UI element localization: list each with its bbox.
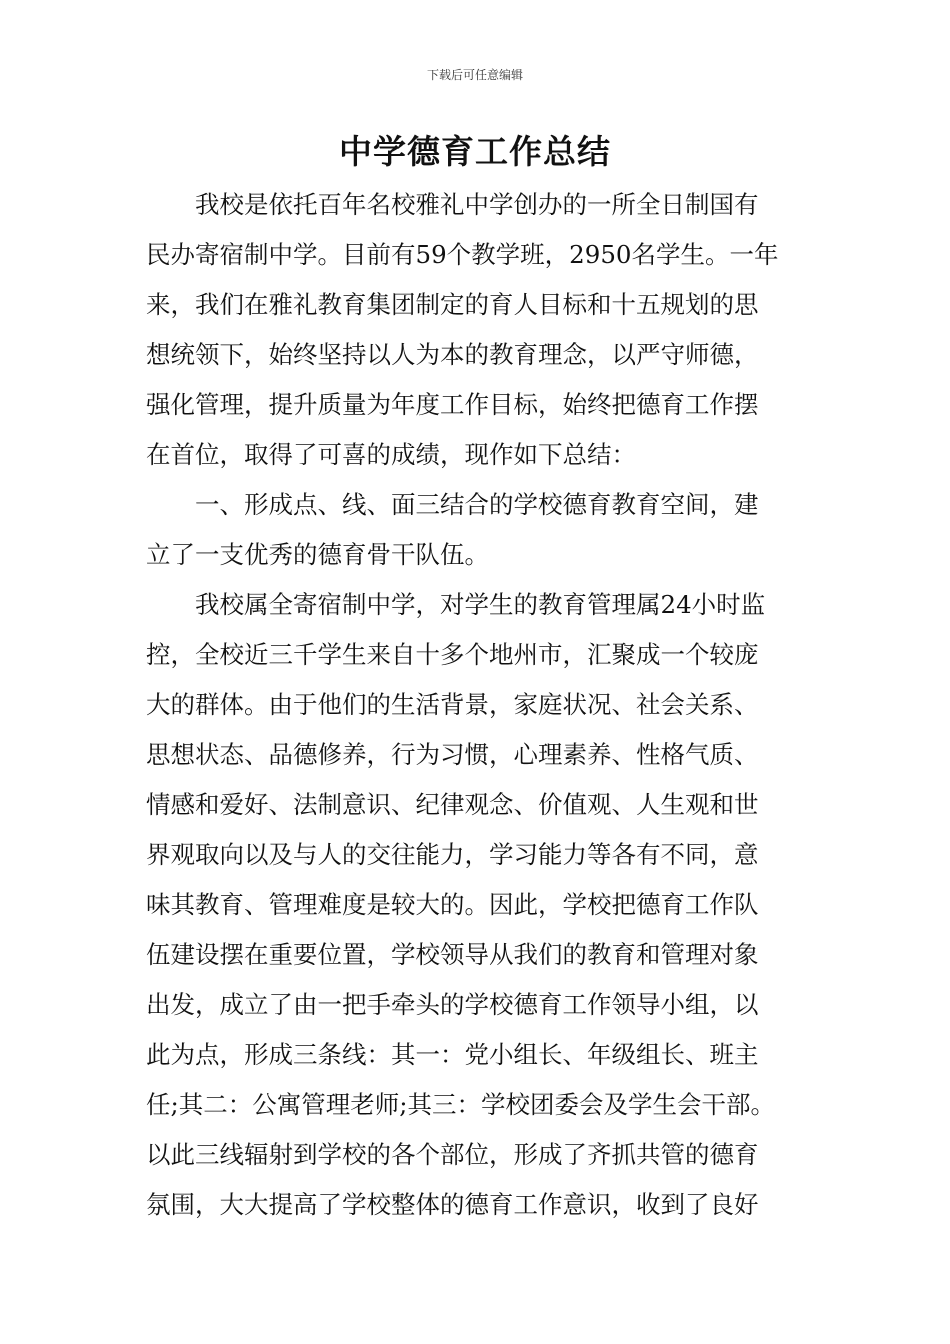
document-body <box>146 180 836 1230</box>
text-line: 控，全校近三千学生来自十多个地州市，汇聚成一个较庞 <box>146 640 759 669</box>
text-line: 民办寄宿制中学。目前有59个教学班，2950名学生。一年 <box>146 240 779 269</box>
text-line: 以此三线辐射到学校的各个部位，形成了齐抓共管的德育 <box>146 1140 759 1169</box>
text-line: 一、形成点、线、面三结合的学校德育教育空间，建 <box>195 490 759 519</box>
text-line: 任;其二：公寓管理老师;其三：学校团委会及学生会干部。 <box>146 1090 776 1119</box>
header-note: 下载后可任意编辑 <box>426 68 523 82</box>
text-line: 在首位，取得了可喜的成绩，现作如下总结： <box>146 440 636 469</box>
text-line: 情感和爱好、法制意识、纪律观念、价值观、人生观和世 <box>146 790 759 819</box>
text-line: 我校是依托百年名校雅礼中学创办的一所全日制国有 <box>195 190 759 219</box>
text-line: 大的群体。由于他们的生活背景，家庭状况、社会关系、 <box>146 690 759 719</box>
text-line: 氛围，大大提高了学校整体的德育工作意识，收到了良好 <box>146 1190 759 1219</box>
text-line: 强化管理，提升质量为年度工作目标，始终把德育工作摆 <box>146 390 759 419</box>
text-line: 此为点，形成三条线：其一：党小组长、年级组长、班主 <box>146 1040 759 1069</box>
text-line: 出发，成立了由一把手牵头的学校德育工作领导小组，以 <box>146 990 759 1019</box>
text-line: 界观取向以及与人的交往能力，学习能力等各有不同，意 <box>146 840 759 869</box>
text-line: 来，我们在雅礼教育集团制定的育人目标和十五规划的思 <box>146 290 759 319</box>
text-line: 思想状态、品德修养，行为习惯，心理素养、性格气质、 <box>146 740 759 769</box>
text-line: 伍建设摆在重要位置，学校领导从我们的教育和管理对象 <box>146 940 759 969</box>
text-line: 立了一支优秀的德育骨干队伍。 <box>146 540 489 569</box>
document-title: 中学德育工作总结 <box>339 132 611 171</box>
text-line: 想统领下，始终坚持以人为本的教育理念，以严守师德， <box>146 340 759 369</box>
text-line: 味其教育、管理难度是较大的。因此，学校把德育工作队 <box>146 890 759 919</box>
text-line: 我校属全寄宿制中学，对学生的教育管理属24小时监 <box>195 590 766 619</box>
